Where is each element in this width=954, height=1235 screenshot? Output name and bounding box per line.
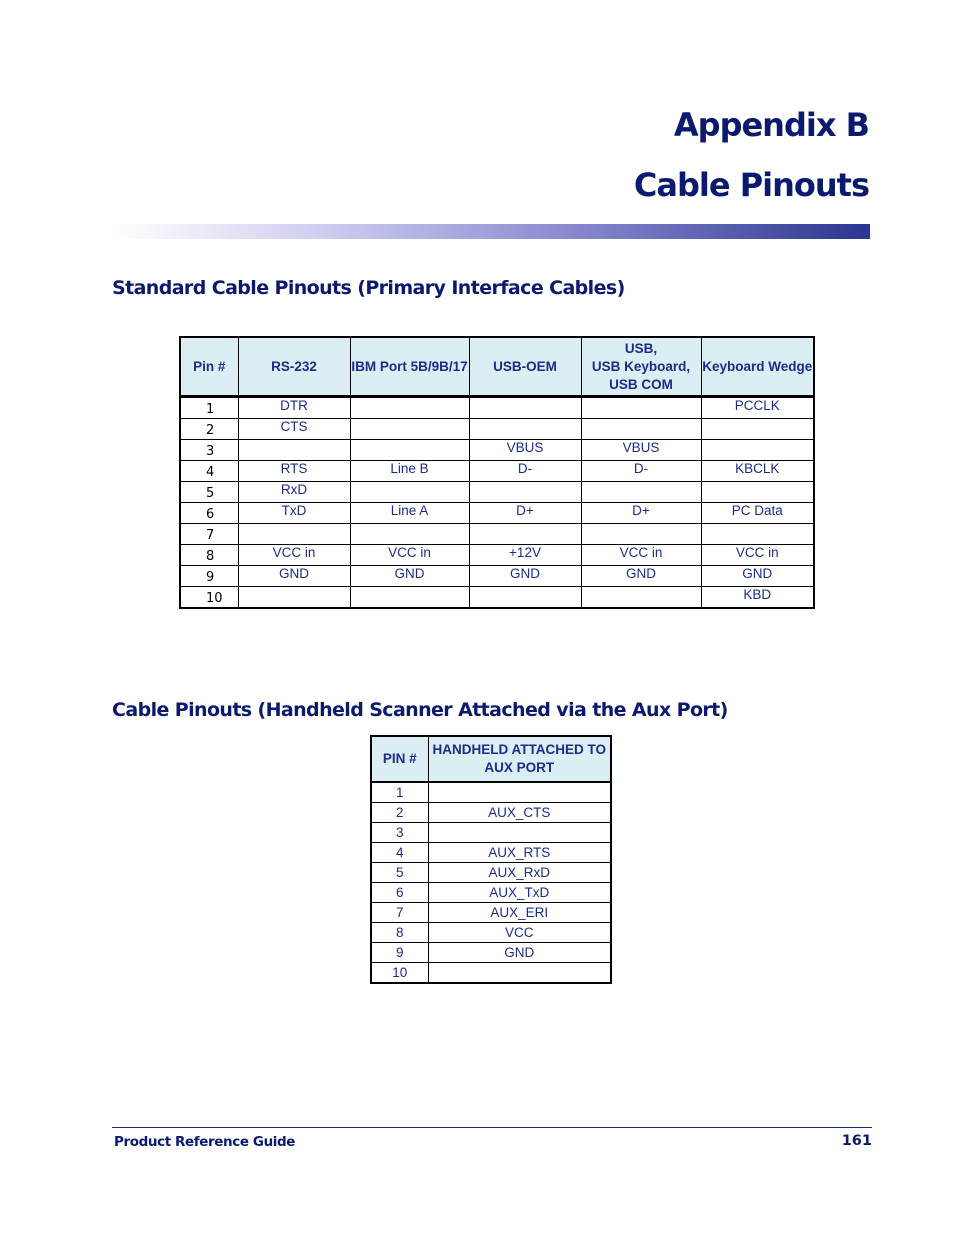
signal-cell — [238, 440, 350, 461]
signal-cell: GND — [581, 566, 701, 587]
column-header: HANDHELD ATTACHED TO AUX PORT — [428, 736, 611, 782]
signal-cell — [701, 440, 814, 461]
signal-cell: DTR — [238, 397, 350, 419]
pin-number-cell: 3 — [180, 440, 238, 461]
signal-cell: +12V — [469, 545, 581, 566]
pin-number-cell: 8 — [180, 545, 238, 566]
footer-divider — [112, 1127, 872, 1128]
table-row — [180, 503, 814, 524]
signal-cell: AUX_ERI — [428, 903, 611, 923]
column-header: USB-OEM — [469, 337, 581, 397]
table-row — [371, 803, 611, 823]
signal-cell: D- — [469, 461, 581, 482]
signal-cell: Line B — [350, 461, 469, 482]
aux-port-pinout-table — [370, 735, 612, 984]
pin-number-cell: 5 — [371, 863, 428, 883]
table-row — [371, 823, 611, 843]
table-row — [371, 963, 611, 984]
signal-cell — [469, 419, 581, 440]
column-header: PIN # — [371, 736, 428, 782]
signal-cell: VCC — [428, 923, 611, 943]
signal-cell: D+ — [469, 503, 581, 524]
signal-cell — [469, 524, 581, 545]
signal-cell: GND — [428, 943, 611, 963]
signal-cell — [350, 419, 469, 440]
signal-cell: Line A — [350, 503, 469, 524]
table-row — [180, 524, 814, 545]
signal-cell — [581, 587, 701, 609]
signal-cell: GND — [238, 566, 350, 587]
signal-cell — [350, 440, 469, 461]
pin-number-cell: 1 — [371, 782, 428, 803]
table-row — [371, 843, 611, 863]
signal-cell: KBCLK — [701, 461, 814, 482]
signal-cell — [469, 397, 581, 419]
signal-cell: CTS — [238, 419, 350, 440]
signal-cell — [238, 587, 350, 609]
table-row — [371, 943, 611, 963]
signal-cell — [701, 482, 814, 503]
signal-cell — [428, 782, 611, 803]
signal-cell — [581, 397, 701, 419]
signal-cell — [350, 397, 469, 419]
signal-cell: VCC in — [238, 545, 350, 566]
pin-number-cell: 4 — [371, 843, 428, 863]
signal-cell — [350, 482, 469, 503]
pin-number-cell: 6 — [180, 503, 238, 524]
signal-cell — [350, 587, 469, 609]
pin-number-cell: 2 — [180, 419, 238, 440]
signal-cell: VBUS — [469, 440, 581, 461]
signal-cell: TxD — [238, 503, 350, 524]
footer-page-number: 161 — [841, 1133, 872, 1149]
column-header: Pin # — [180, 337, 238, 397]
pin-number-cell: 9 — [371, 943, 428, 963]
pin-number-cell: 8 — [371, 923, 428, 943]
table-header-row — [180, 337, 814, 397]
signal-cell — [701, 419, 814, 440]
pin-number-cell: 10 — [180, 587, 238, 609]
signal-cell: VCC in — [581, 545, 701, 566]
signal-cell — [701, 524, 814, 545]
table-header-row — [371, 736, 611, 782]
signal-cell — [469, 587, 581, 609]
table-row — [180, 461, 814, 482]
pin-number-cell: 9 — [180, 566, 238, 587]
column-header: RS-232 — [238, 337, 350, 397]
signal-cell: GND — [469, 566, 581, 587]
table-row — [180, 587, 814, 609]
signal-cell: GND — [350, 566, 469, 587]
signal-cell — [581, 524, 701, 545]
pin-number-cell: 10 — [371, 963, 428, 984]
signal-cell — [469, 482, 581, 503]
signal-cell — [238, 524, 350, 545]
page-title-appendix: Appendix B — [673, 106, 869, 144]
table-row — [180, 419, 814, 440]
table-row — [180, 545, 814, 566]
column-header: IBM Port 5B/9B/17 — [350, 337, 469, 397]
section-heading-standard-pinouts: Standard Cable Pinouts (Primary Interface Cables) — [112, 277, 625, 299]
signal-cell: D+ — [581, 503, 701, 524]
section-heading-aux-port-pinouts: Cable Pinouts (Handheld Scanner Attached via the Aux Port) — [112, 699, 728, 721]
signal-cell: AUX_CTS — [428, 803, 611, 823]
pin-number-cell: 6 — [371, 883, 428, 903]
signal-cell — [350, 524, 469, 545]
pin-number-cell: 7 — [180, 524, 238, 545]
pin-number-cell: 2 — [371, 803, 428, 823]
pin-number-cell: 1 — [180, 397, 238, 419]
table-row — [371, 883, 611, 903]
signal-cell — [581, 419, 701, 440]
signal-cell: RTS — [238, 461, 350, 482]
table-row — [371, 903, 611, 923]
table-row — [371, 863, 611, 883]
signal-cell — [581, 482, 701, 503]
signal-cell: VCC in — [701, 545, 814, 566]
page-title-cable-pinouts: Cable Pinouts — [633, 166, 869, 204]
signal-cell: RxD — [238, 482, 350, 503]
signal-cell: AUX_TxD — [428, 883, 611, 903]
pin-number-cell: 5 — [180, 482, 238, 503]
table-row — [371, 782, 611, 803]
signal-cell — [428, 823, 611, 843]
signal-cell: PC Data — [701, 503, 814, 524]
table-row — [180, 397, 814, 419]
table-row — [180, 440, 814, 461]
signal-cell: GND — [701, 566, 814, 587]
signal-cell: VBUS — [581, 440, 701, 461]
footer-document-title: Product Reference Guide — [114, 1134, 296, 1150]
column-header: Keyboard Wedge — [701, 337, 814, 397]
signal-cell: D- — [581, 461, 701, 482]
signal-cell: VCC in — [350, 545, 469, 566]
pin-number-cell: 3 — [371, 823, 428, 843]
signal-cell — [428, 963, 611, 984]
table-row — [180, 482, 814, 503]
title-gradient-divider — [112, 224, 870, 239]
table-row — [371, 923, 611, 943]
table-row — [180, 566, 814, 587]
signal-cell: KBD — [701, 587, 814, 609]
column-header: USB, USB Keyboard, USB COM — [581, 337, 701, 397]
pin-number-cell: 7 — [371, 903, 428, 923]
standard-pinout-table — [179, 336, 815, 609]
signal-cell: AUX_RTS — [428, 843, 611, 863]
signal-cell: PCCLK — [701, 397, 814, 419]
signal-cell: AUX_RxD — [428, 863, 611, 883]
pin-number-cell: 4 — [180, 461, 238, 482]
